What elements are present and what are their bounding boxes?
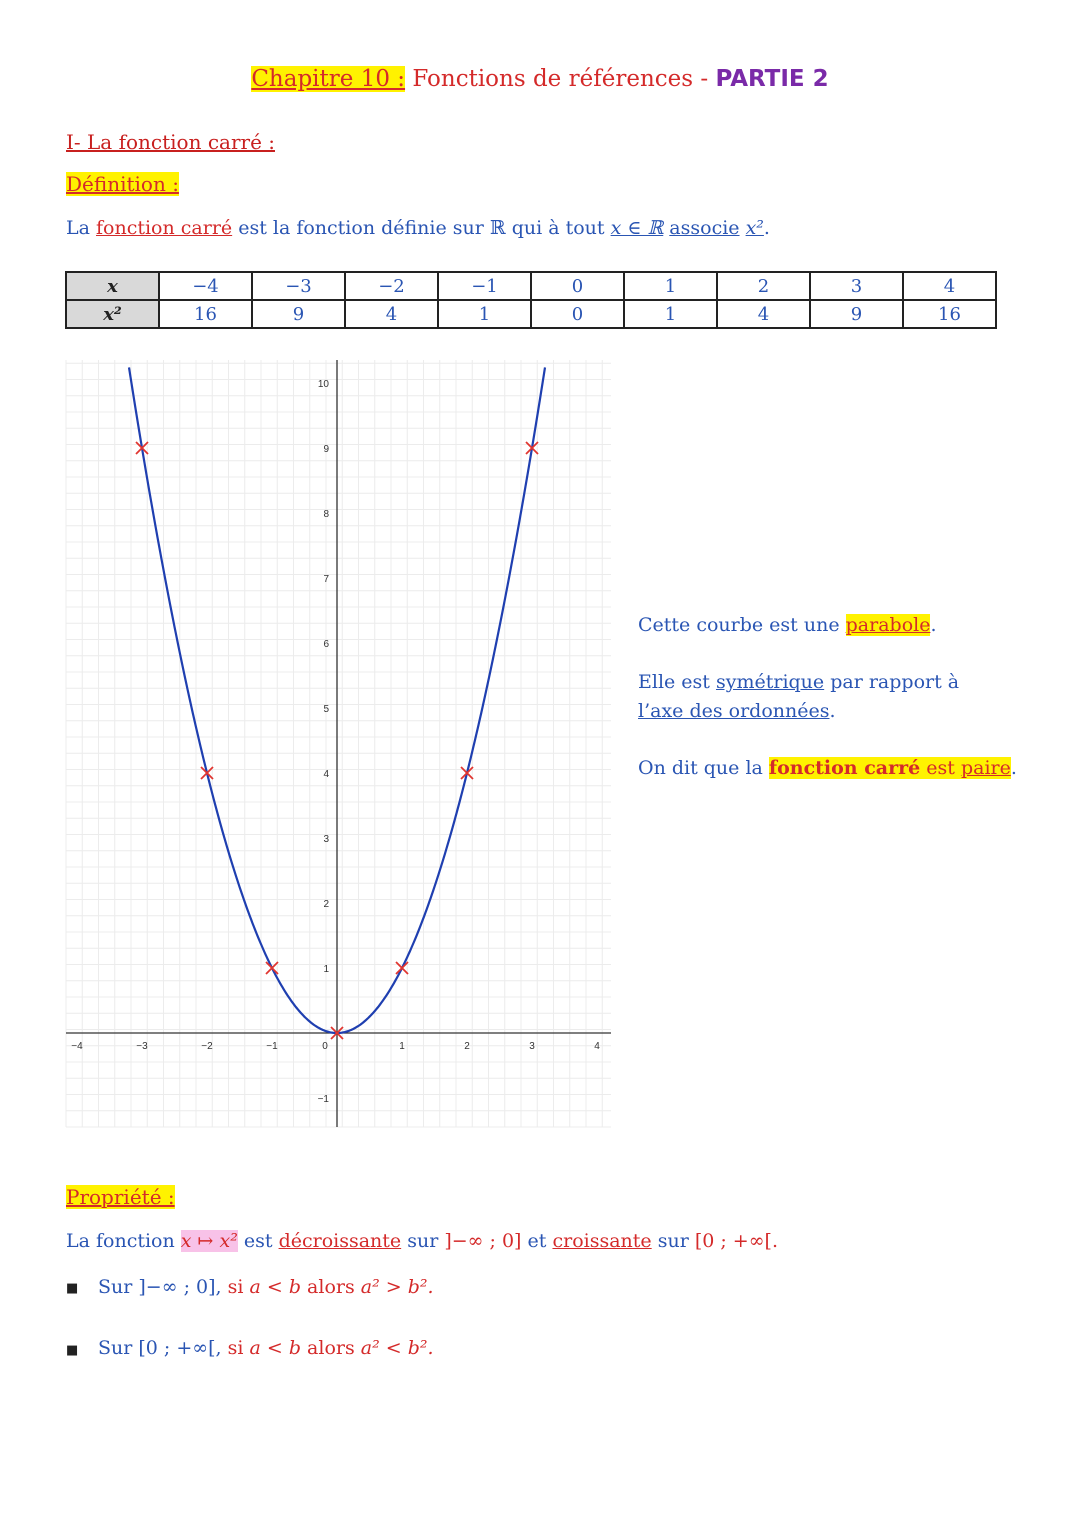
def-assoc: associe — [669, 217, 740, 239]
remark-even — [638, 754, 1017, 783]
b2-cond: a < b — [249, 1337, 301, 1359]
x-tick-label: 2 — [464, 1041, 470, 1052]
b2-res: a² < b². — [360, 1337, 434, 1359]
chapter-name: Fonctions de références - — [412, 66, 709, 92]
b2-int: [0 ; +∞[, — [138, 1337, 222, 1359]
x-tick-label: 0 — [322, 1041, 328, 1052]
table-cell: 0 — [531, 272, 624, 300]
prop-func: x ↦ x² — [180, 1230, 238, 1252]
y-tick-label: 7 — [323, 574, 329, 585]
b1-si: si — [227, 1276, 244, 1298]
table-cell: 3 — [810, 272, 903, 300]
x-tick-label: −3 — [136, 1041, 148, 1052]
def-x-sq: x² — [745, 217, 764, 239]
def-mid: est la fonction définie sur ℝ qui à tout — [238, 217, 605, 239]
remark-parabola — [638, 611, 937, 640]
r2-sym: symétrique — [715, 671, 825, 693]
point-marker — [396, 962, 408, 974]
r2-pre: Elle est — [638, 671, 710, 693]
def-term: fonction carré — [96, 217, 233, 239]
r3-term: fonction carré — [768, 757, 921, 779]
prop-pre: La fonction — [66, 1230, 175, 1252]
prop-int2: [0 ; +∞[. — [694, 1230, 779, 1252]
x-tick-label: −4 — [71, 1041, 83, 1052]
table-cell: 2 — [717, 272, 810, 300]
r3-end: . — [1010, 757, 1017, 779]
b1-int: ]−∞ ; 0], — [138, 1276, 222, 1298]
section-heading: I- La fonction carré : — [66, 130, 275, 154]
x-tick-label: 4 — [594, 1041, 600, 1052]
x-tick-label: 1 — [399, 1041, 405, 1052]
property-bullet-1 — [98, 1276, 434, 1298]
table-cell: 1 — [624, 300, 717, 328]
b2-si: si — [227, 1337, 244, 1359]
row-label-x: x — [66, 272, 159, 300]
property-text — [66, 1230, 778, 1252]
table-cell: 4 — [903, 272, 996, 300]
definition-label: Définition : — [66, 172, 179, 196]
bullet-icon: ■ — [66, 1343, 79, 1358]
table-cell: 9 — [810, 300, 903, 328]
y-tick-label: 10 — [317, 379, 329, 390]
y-tick-label: 8 — [323, 509, 329, 520]
b2-alors: alors — [307, 1337, 355, 1359]
prop-sur2: sur — [657, 1230, 689, 1252]
b1-sur: Sur — [98, 1276, 133, 1298]
prop-incr: croissante — [552, 1230, 652, 1252]
r1-end: . — [930, 614, 937, 636]
property-label: Propriété : — [66, 1185, 175, 1209]
r1-term: parabole — [845, 614, 931, 636]
r2-end: . — [829, 700, 836, 722]
table-cell: 4 — [345, 300, 438, 328]
r2-mid: par rapport à — [830, 671, 960, 693]
b1-alors: alors — [307, 1276, 355, 1298]
x-tick-label: 3 — [529, 1041, 535, 1052]
b2-sur: Sur — [98, 1337, 133, 1359]
chapter-part: PARTIE 2 — [715, 66, 829, 92]
prop-int1: ]−∞ ; 0] — [444, 1230, 522, 1252]
table-cell: 1 — [624, 272, 717, 300]
r2-axis: l’axe des ordonnées — [638, 700, 830, 722]
bullet-icon: ■ — [66, 1281, 79, 1296]
b1-cond: a < b — [249, 1276, 301, 1298]
y-tick-label: 1 — [323, 964, 329, 975]
b1-res: a² > b². — [360, 1276, 434, 1298]
def-x-in-r: x ∈ ℝ — [610, 217, 664, 239]
x-tick-label: −2 — [201, 1041, 213, 1052]
y-tick-label: 2 — [323, 899, 329, 910]
grid-minor — [66, 360, 611, 1127]
table-cell: −3 — [252, 272, 345, 300]
y-tick-label: −1 — [317, 1094, 329, 1105]
x-tick-label: −1 — [266, 1041, 278, 1052]
chapter-number: Chapitre 10 : — [251, 66, 406, 92]
point-marker — [266, 962, 278, 974]
y-tick-label: 5 — [323, 704, 329, 715]
row-label-x2: x² — [66, 300, 159, 328]
r1-pre: Cette courbe est une — [638, 614, 840, 636]
prop-decr: décroissante — [278, 1230, 402, 1252]
r3-mid: est — [926, 757, 955, 779]
prop-et: et — [527, 1230, 547, 1252]
y-tick-label: 9 — [323, 444, 329, 455]
r3-paire: paire — [960, 757, 1011, 779]
table-cell: 16 — [903, 300, 996, 328]
table-cell: 0 — [531, 300, 624, 328]
prop-sur1: sur — [407, 1230, 439, 1252]
y-tick-label: 6 — [323, 639, 329, 650]
table-cell: 9 — [252, 300, 345, 328]
table-cell: 1 — [438, 300, 531, 328]
y-tick-label: 4 — [323, 769, 329, 780]
r3-pre: On dit que la — [638, 757, 763, 779]
table-cell: −4 — [159, 272, 252, 300]
def-pre: La — [66, 217, 90, 239]
table-cell: 4 — [717, 300, 810, 328]
remark-symmetry — [638, 668, 959, 726]
prop-est: est — [243, 1230, 273, 1252]
table-cell: −2 — [345, 272, 438, 300]
table-cell: 16 — [159, 300, 252, 328]
def-end: . — [763, 217, 770, 239]
y-tick-label: 3 — [323, 834, 329, 845]
table-cell: −1 — [438, 272, 531, 300]
property-bullet-2 — [98, 1337, 434, 1359]
